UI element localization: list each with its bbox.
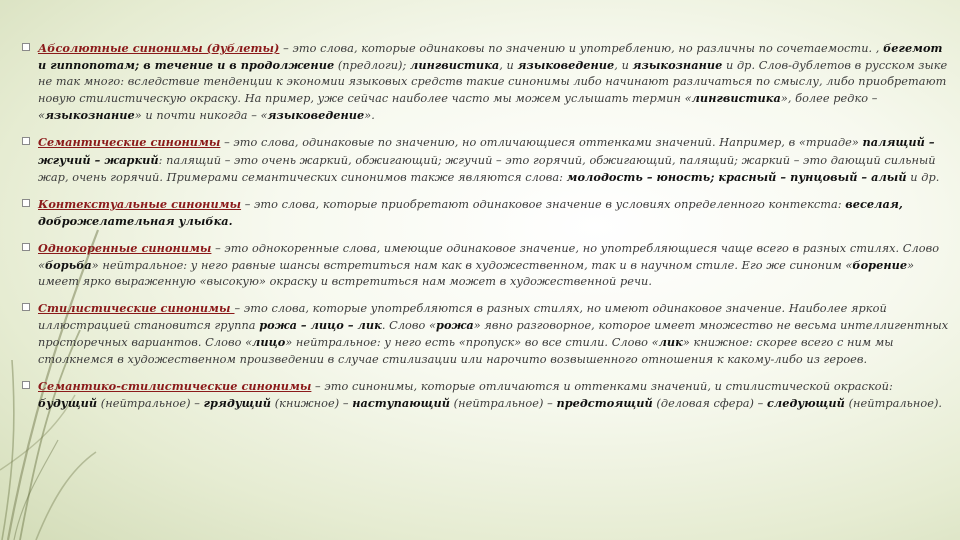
- text-segment: – это слова, которые приобретают одинаковое значение в условиях определенного контекста:: [241, 197, 846, 211]
- item-text: [38, 196, 952, 230]
- text-segment: (книжное) –: [271, 396, 353, 410]
- term-heading: Абсолютные синонимы (дублеты): [38, 41, 280, 55]
- example-words: лицо: [252, 335, 286, 350]
- example-words: молодость – юность; красный – пунцовый – алый: [566, 169, 907, 184]
- term-heading: Стилистические синонимы: [38, 301, 235, 316]
- text-segment: , и: [499, 59, 518, 73]
- item-text: [38, 240, 952, 290]
- example-words: наступающий: [352, 395, 450, 410]
- example-words: лингвистика: [691, 91, 781, 106]
- example-words: лик: [658, 335, 683, 350]
- text-segment: и др.: [906, 170, 940, 184]
- list-item: [22, 134, 952, 185]
- term-heading: Семантико-стилистические синонимы: [38, 378, 312, 393]
- square-bullet-icon: [22, 199, 30, 207]
- example-words: борьба: [44, 258, 92, 273]
- text-segment: » имеет ярко выраженную «высокую» окраску и встретиться нам может в художественной речи.: [38, 259, 915, 289]
- example-words: рожа: [436, 318, 474, 333]
- text-segment: (нейтральное).: [844, 396, 943, 410]
- text-segment: – это слова, которые одинаковы по значению и употреблению, но различны по сочетаемости. ,: [279, 42, 884, 55]
- item-text: [38, 300, 952, 367]
- synonyms-list: [22, 40, 952, 422]
- item-text: [38, 40, 952, 124]
- example-words: будущий: [38, 395, 98, 410]
- list-item: [22, 300, 952, 367]
- example-words: предстоящий: [556, 395, 653, 410]
- example-words: следующий: [767, 395, 845, 410]
- example-words: языкознание: [632, 58, 723, 73]
- term-heading: Однокоренные синонимы: [38, 240, 212, 255]
- square-bullet-icon: [22, 243, 30, 251]
- text-segment: » нейтральное: у него равные шансы встретиться нам как в художественном, так и в научном стиле. Его же синоним «: [91, 259, 853, 273]
- text-segment: – это слова, которые употребляются в разных стилях, но имеют одинаковое значение. Наиболее яркой иллюстрацией становится группа: [38, 302, 887, 333]
- text-segment: » книжное: скорее всего с ним мы столкнемся в художественном произведении в случае стилизации или нарочито возвышенного отношения к какому-либо из героев.: [38, 336, 894, 366]
- text-segment: ».: [364, 109, 375, 123]
- term-heading: Семантические синонимы: [38, 135, 221, 150]
- example-words: лингвистика: [410, 58, 500, 73]
- text-segment: – это слова, одинаковые по значению, но отличающиеся оттенками значений. Например, в «триаде»: [220, 136, 863, 150]
- square-bullet-icon: [22, 381, 30, 389]
- text-segment: (нейтральное) –: [97, 396, 204, 410]
- text-segment: » явно разговорное, которое имеет множество не весьма интеллигентных просторечных вариантов. Слово «: [38, 319, 949, 350]
- item-text: [38, 378, 952, 412]
- square-bullet-icon: [22, 303, 30, 311]
- example-words: языкознание: [44, 108, 135, 123]
- square-bullet-icon: [22, 137, 30, 145]
- text-segment: : палящий – это очень жаркий, обжигающий; жгучий – это горячий, обжигающий, палящий; жаркий – это дающий сильный жар, очень горячий. Примерами семантических синонимов также являются слова:: [38, 153, 936, 184]
- text-segment: (деловая сфера) –: [652, 396, 767, 410]
- text-segment: (нейтральное) –: [450, 396, 557, 410]
- text-segment: » нейтральное: у него есть «пропуск» во все стили. Слово «: [285, 336, 659, 350]
- list-item: [22, 196, 952, 230]
- text-segment: », более редко – «: [38, 92, 878, 123]
- example-words: бегемот и гиппопотам; в течение и в продолжение: [38, 41, 943, 73]
- text-segment: , и: [614, 59, 633, 73]
- example-words: языковедение: [267, 108, 365, 123]
- list-item: [22, 378, 952, 412]
- example-words: палящий – жгучий – жаркий: [38, 135, 935, 167]
- list-item: [22, 40, 952, 124]
- text-segment: (предлоги);: [334, 59, 410, 73]
- text-segment: . Слово «: [381, 319, 436, 333]
- example-words: рожа – лицо – лик: [259, 318, 382, 333]
- text-segment: – это однокоренные слова, имеющие одинаковое значение, но употребляющиеся чаще всего в разных стилях. Слово «: [38, 241, 940, 273]
- example-words: грядущий: [203, 395, 272, 410]
- example-words: веселая, доброжелательная улыбка.: [38, 196, 903, 228]
- example-words: борение: [852, 258, 908, 273]
- list-item: [22, 240, 952, 290]
- example-words: языковедение: [517, 58, 615, 73]
- term-heading: Контекстуальные синонимы: [38, 196, 242, 211]
- text-segment: – это синонимы, которые отличаются и оттенками значений, и стилистической окраской:: [311, 379, 893, 393]
- square-bullet-icon: [22, 43, 30, 51]
- text-segment: и др. Слов-дублетов в русском зыке не так много: вследствие тенденции к экономии языковых средств такие синонимы либо начинают различаться по смыслу, либо приобретают новую стилистическую окраску. На пример, уже сейчас наиболее часто мы можем услышать термин «: [38, 59, 948, 106]
- item-text: [38, 134, 952, 185]
- text-segment: » и почти никогда – «: [134, 109, 268, 123]
